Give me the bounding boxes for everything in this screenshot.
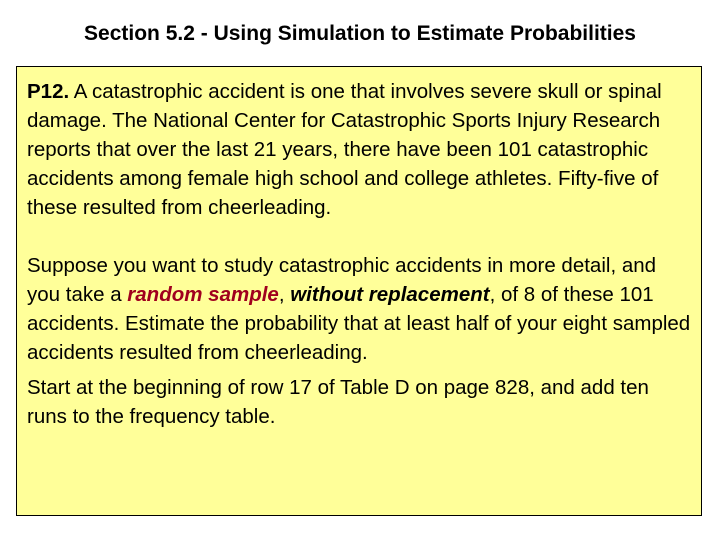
slide-title: Section 5.2 - Using Simulation to Estimate Probabilities (84, 22, 636, 45)
problem-intro-text: A catastrophic accident is one that involves severe skull or spinal damage. The National Center for Catastrophic Sports Injury Research reports that over the last 21 years, there have been 101 catastrophic accidents among female high school and college athletes. Fifty-five of these resulted from cheerleading. (27, 80, 662, 219)
problem-box (16, 66, 702, 516)
task-text-after: , of 8 of these 101 accidents. Estimate the probability that at least half of your eight sampled accidents resulted from cheerleading. (27, 283, 691, 364)
task-comma: , (278, 283, 291, 306)
without-replacement-emphasis: without replacement (290, 283, 490, 306)
problem-label: P12. (27, 80, 70, 103)
random-sample-emphasis: random sample (127, 283, 279, 306)
problem-instruction-paragraph: Start at the beginning of row 17 of Table D on page 828, and add ten runs to the frequency table. (27, 376, 649, 428)
problem-intro-paragraph (27, 77, 691, 222)
problem-task-paragraph (27, 251, 691, 367)
task-text-before: Suppose you want to study catastrophic accidents in more detail, and you take a (27, 254, 657, 306)
